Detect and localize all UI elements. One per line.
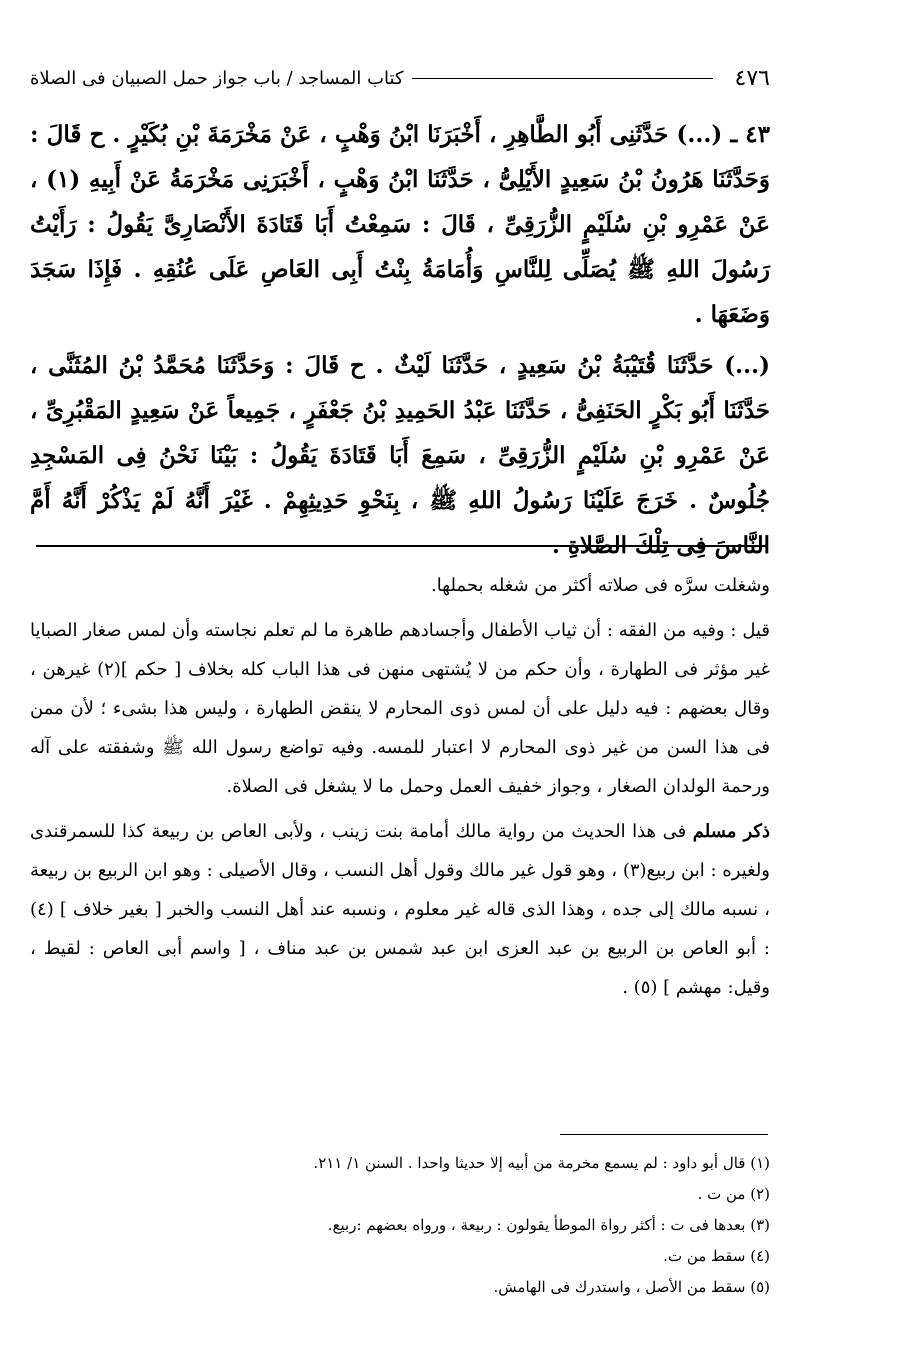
commentary-body: فى هذا الحديث من رواية مالك أمامة بنت زينب ، ولأبى العاص بن ربيعة كذا للسمرقندى ولغيره : ابن ربيع(٣) ، وهو قول غير مالك وقول أهل النسب ، وقال الأصيلى : وهو ابن الربيع بن ربيعة ، نسبه مالك إلى جده ، وهذا الذى قاله غير معلوم ، ونسبه عند أهل النسب والخبر [ بغير خلاف ] (٤) : أبو العاص بن الربيع بن عبد العزى ابن عبد شمس بن عبد مناف ، [ واسم أبى العاص : لقيط ، وقيل: مهشم ] (٥) .: [30, 821, 771, 998]
commentary-paragraph: [30, 812, 770, 1007]
footnote-divider: [560, 1134, 768, 1135]
footnote-3: (٣) بعدها فى ت : أكثر رواة الموطأ يقولون : ربيعة ، ورواه بعضهم :ربيع.: [327, 1216, 770, 1234]
chapter-title: كتاب المساجد / باب جواز حمل الصبيان فى الصلاة: [30, 67, 404, 89]
footnotes: [30, 1148, 770, 1303]
hadith-text: [30, 112, 770, 574]
section-divider: [36, 545, 768, 547]
commentary-paragraph: قيل : وفيه من الفقه : أن ثياب الأطفال وأجسادهم طاهرة ما لم تعلم نجاسته وأن لمس صغار الصبايا غير مؤثر فى الطهارة ، وأن حكم من لا يُشتهى منهن فى هذا الباب كله بخلاف [ حكم ](٢) غيرهن ، وقال بعضهم : فيه دليل على أن لمس ذوى المحارم لا ينقض الطهارة ، وليس هذا بشىء ؛ لأن ممن فى هذا السن من غير ذوى المحارم لا اعتبار للمسه. وفيه تواضع رسول الله ﷺ وشفقته على آله ورحمة الولدان الصغار ، وجواز خفيف العمل وحمل ما لا يشغل فى الصلاة.: [30, 620, 770, 797]
footnote-5: (٥) سقط من الأصل ، واستدرك فى الهامش.: [493, 1278, 770, 1296]
commentary-paragraph: وشغلت سرَّه فى صلاته أكثر من شغله بحملها.: [430, 575, 770, 596]
commentary-text: [30, 566, 770, 1013]
running-head: [30, 60, 770, 96]
page-number: ٤٧٦: [734, 65, 770, 91]
footnote-1: (١) قال أبو داود : لم يسمع مخرمة من أبيه إلا حديثا واحدا . السنن ١/ ٢١١.: [313, 1154, 770, 1172]
hadith-paragraph: ٤٣ ـ (...) حَدَّثَنِى أَبُو الطَّاهِرِ ، أَخْبَرَنَا ابْنُ وَهْبٍ ، عَنْ مَخْرَمَةَ بْنِ بُكَيْرٍ . ح قَالَ : وَحَدَّثَنَا هَرُونُ بْنُ سَعِيدٍ الأَيْلِىُّ ، حَدَّثَنَا ابْنُ وَهْبٍ ، أَخْبَرَنِى مَخْرَمَةُ عَنْ أَبِيهِ (١) ، عَنْ عَمْرِو بْنِ سُلَيْمٍ الزُّرَقِىِّ ، قَالَ : سَمِعْتُ أَبَا قَتَادَةَ الأَنْصَارِىَّ يَقُولُ : رَأَيْتُ رَسُولَ اللهِ ﷺ يُصَلِّى لِلنَّاسِ وَأُمَامَةُ بِنْتُ أَبِى العَاصِ عَلَى عُنُقِهِ . فَإِذَا سَجَدَ وَضَعَهَا .: [30, 121, 770, 328]
footnote-4: (٤) سقط من ت.: [663, 1247, 770, 1265]
footnote-2: (٢) من ت .: [697, 1185, 770, 1203]
header-rule: [412, 78, 713, 79]
commentary-lead: ذكر مسلم: [692, 821, 770, 842]
hadith-paragraph: (...) حَدَّثَنَا قُتَيْبَةُ بْنُ سَعِيدٍ ، حَدَّثَنَا لَيْثٌ . ح قَالَ : وَحَدَّثَنَا مُحَمَّدُ بْنُ المُثَنَّى ، حَدَّثَنَا أَبُو بَكْرٍ الحَنَفِىُّ ، حَدَّثَنَا عَبْدُ الحَمِيدِ بْنُ جَعْفَرٍ ، جَمِيعاً عَنْ سَعِيدٍ المَقْبُرِىِّ ، عَنْ عَمْرِو بْنِ سُلَيْمٍ الزُّرَقِىِّ ، سَمِعَ أَبَا قَتَادَةَ يَقُولُ : بَيْنَا نَحْنُ فِى المَسْجِدِ جُلُوسٌ . خَرَجَ عَلَيْنَا رَسُولُ اللهِ ﷺ ، بِنَحْوِ حَدِيثِهِمْ . غَيْرَ أَنَّهُ لَمْ يَذْكُرْ أَنَّهُ أَمَّ النَّاسَ فِى تِلْكَ الصَّلاةِ .: [30, 352, 770, 559]
